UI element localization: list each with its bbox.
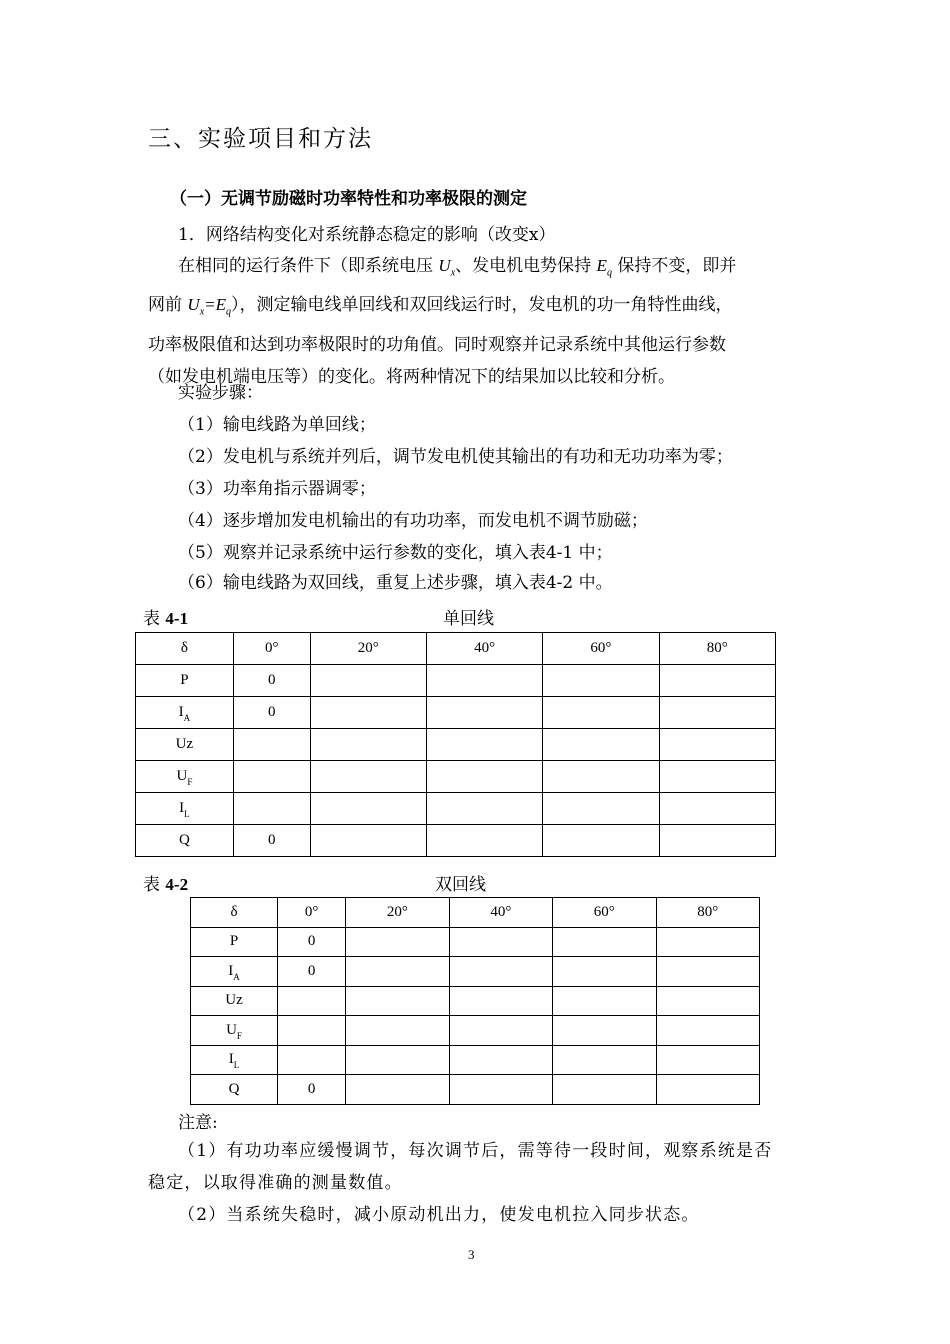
table2-title: 双回线 (435, 875, 486, 895)
table-cell (346, 957, 449, 987)
column-header: 80° (656, 898, 759, 928)
steps-title: 实验步骤： (178, 383, 263, 403)
table-cell (426, 793, 542, 825)
table-cell (310, 665, 426, 697)
table-cell (553, 1045, 656, 1075)
table-cell: 0 (277, 1075, 345, 1105)
column-header: 20° (346, 898, 449, 928)
step-item: （3）功率角指示器调零； (178, 479, 376, 499)
table-cell (449, 1016, 552, 1046)
ux-eq-formula: $U_x=E_q$ (187, 295, 231, 318)
table-row (136, 729, 776, 761)
table-cell (659, 793, 775, 825)
table-cell (233, 793, 310, 825)
table-row (136, 793, 776, 825)
table-cell (426, 825, 542, 857)
row-label: Q (191, 1075, 278, 1105)
row-label: Uz (136, 729, 234, 761)
table-cell (553, 1016, 656, 1046)
table-cell (346, 927, 449, 957)
table-cell (426, 665, 542, 697)
table-cell (656, 1075, 759, 1105)
table1-label: 表 4-1 (143, 609, 189, 629)
table-cell (346, 1016, 449, 1046)
table-cell (426, 729, 542, 761)
table-cell (277, 1045, 345, 1075)
table-row (136, 665, 776, 697)
step-item: （4）逐步增加发电机输出的有功功率，而发电机不调节励磁； (178, 511, 648, 531)
row-label: $I_L$ (191, 1045, 278, 1075)
step-item: （1）输电线路为单回线； (178, 415, 376, 435)
step-item: （5）观察并记录系统中运行参数的变化，填入表4-1 中； (178, 543, 613, 563)
table-cell (659, 825, 775, 857)
eq-symbol: $E_q$ (596, 256, 612, 279)
table-cell: 0 (233, 697, 310, 729)
table-cell: 0 (233, 665, 310, 697)
notes-title: 注意: (178, 1113, 218, 1133)
row-label: Q (136, 825, 234, 857)
table-cell (426, 697, 542, 729)
column-header: 0° (233, 633, 310, 665)
ux-symbol: $U_x$ (438, 256, 456, 279)
table1-title: 单回线 (443, 609, 494, 629)
table-row (136, 761, 776, 793)
table-cell: 0 (277, 927, 345, 957)
table-cell (449, 986, 552, 1016)
table-cell (310, 793, 426, 825)
table-row (136, 697, 776, 729)
table-cell (449, 927, 552, 957)
section-title: 三、实验项目和方法 (148, 126, 373, 152)
table-cell (543, 729, 659, 761)
table-cell (553, 927, 656, 957)
table-cell (553, 957, 656, 987)
column-header: 0° (277, 898, 345, 928)
table-cell (656, 957, 759, 987)
column-header: 60° (543, 633, 659, 665)
step-item: （2）发电机与系统并列后，调节发电机使其输出的有功和无功功率为零； (178, 447, 733, 467)
table-row (136, 825, 776, 857)
table-cell (310, 697, 426, 729)
table-row (191, 957, 760, 987)
table-cell (656, 986, 759, 1016)
table-header-row (191, 898, 760, 928)
column-header: δ (191, 898, 278, 928)
table-cell (346, 1075, 449, 1105)
table-cell (310, 729, 426, 761)
table-cell (449, 957, 552, 987)
table2 (190, 897, 760, 1105)
table-cell (659, 665, 775, 697)
row-label: P (136, 665, 234, 697)
table-row (191, 986, 760, 1016)
table-cell (659, 697, 775, 729)
subsection-title: （一）无调节励磁时功率特性和功率极限的测定 (170, 189, 527, 209)
table-cell (543, 697, 659, 729)
table1 (135, 632, 776, 857)
table-cell (656, 927, 759, 957)
column-header: 20° (310, 633, 426, 665)
table-row (191, 1045, 760, 1075)
table-cell (449, 1045, 552, 1075)
table-cell (543, 665, 659, 697)
table-cell (233, 761, 310, 793)
table-cell: 0 (277, 957, 345, 987)
table-cell (659, 729, 775, 761)
row-label: $U_F$ (136, 761, 234, 793)
row-label: $I_L$ (136, 793, 234, 825)
table-cell (553, 1075, 656, 1105)
table-cell (553, 986, 656, 1016)
column-header: 60° (553, 898, 656, 928)
row-label: $U_F$ (191, 1016, 278, 1046)
column-header: 40° (426, 633, 542, 665)
column-header: 80° (659, 633, 775, 665)
table-cell (543, 825, 659, 857)
table-cell (233, 729, 310, 761)
table-cell (543, 793, 659, 825)
column-header: δ (136, 633, 234, 665)
page-number: 3 (468, 1247, 475, 1262)
row-label: Uz (191, 986, 278, 1016)
table-cell (310, 825, 426, 857)
row-label: P (191, 927, 278, 957)
table-row (191, 1016, 760, 1046)
table-cell (346, 1045, 449, 1075)
table-cell: 0 (233, 825, 310, 857)
table-header-row (136, 633, 776, 665)
table-row (191, 1075, 760, 1105)
column-header: 40° (449, 898, 552, 928)
row-label: $I_A$ (191, 957, 278, 987)
table-row (191, 927, 760, 957)
table-cell (277, 1016, 345, 1046)
table-cell (656, 1045, 759, 1075)
intro-paragraph: 在相同的运行条件下（即系统电压 $U_x$、发电机电势保持 $E_q$ 保持不变，即并 网前 $U_x=E_q$），测定输电线单回线和双回线运行时，发电机的功一角特性曲线， 功率极限值和达到功率极限时的功角值。同时观察并记录系统中其他运行参数 （如发电机端电压等）的变化。将两种情况下的结果加以比较和分析。 (148, 256, 737, 387)
item1-title: 1．网络结构变化对系统静态稳定的影响（改变x） (178, 225, 556, 245)
table-cell (659, 761, 775, 793)
row-label: $I_A$ (136, 697, 234, 729)
table-cell (656, 1016, 759, 1046)
table-cell (543, 761, 659, 793)
table-cell (449, 1075, 552, 1105)
table-cell (346, 986, 449, 1016)
table-cell (277, 986, 345, 1016)
step-item: （6）输电线路为双回线，重复上述步骤，填入表4-2 中。 (178, 573, 613, 593)
table-cell (426, 761, 542, 793)
notes-paragraph: （1）有功功率应缓慢调节，每次调节后，需等待一段时间，观察系统是否 稳定，以取得准确的测量数值。 （2）当系统失稳时，减小原动机出力，使发电机拉入同步状态。 (148, 1141, 773, 1225)
table2-label: 表 4-2 (143, 875, 189, 895)
table-cell (310, 761, 426, 793)
